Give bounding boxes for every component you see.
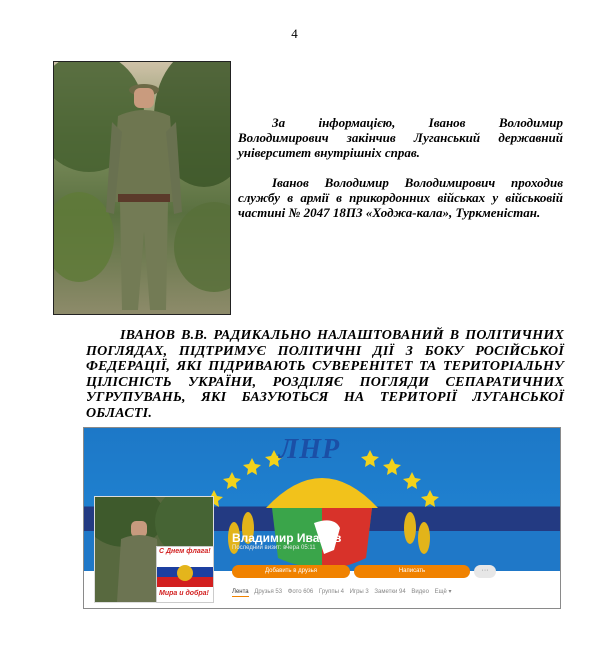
banner-title: ЛНР	[279, 434, 341, 465]
last-visit: Последний визит: вчера 05:11	[232, 545, 316, 551]
tab-feed[interactable]: Лента	[232, 589, 249, 595]
paragraph-education: За інформацією, Іванов Володимир Володимирович закінчив Луганський державний університет внутрішніх справ.	[238, 115, 563, 160]
profile-tabs	[232, 588, 456, 595]
paragraph-political-views: ІВАНОВ В.В. РАДИКАЛЬНО НАЛАШТОВАНИЙ В ПОЛІТИЧНИХ ПОГЛЯДАХ, ПІДТРИМУЄ ПОЛІТИЧНІ ДІЇ З БОКУ РОСІЙСЬКОЇ ФЕДЕРАЦІЇ, ЯКІ ПІДРИВАЮТЬ СУВЕРЕНІТЕТ ТА ТЕРИТОРІАЛЬНУ ЦІЛІСНІСТЬ УКРАЇНИ, РОЗДІЛЯЄ ПОГЛЯДИ СЕПАРАТИЧНИХ УГРУПУВАНЬ, ЯКІ БАЗУЮТЬСЯ НА ТЕРИТОРІЇ ЛУГАНСЬКОЇ ОБЛАСТІ.	[86, 328, 564, 421]
tab-photos[interactable]: Фото 606	[287, 589, 314, 595]
add-friend-button[interactable]: Добавить в друзья	[232, 565, 350, 578]
tab-groups[interactable]: Группы 4	[318, 589, 344, 595]
tab-notes[interactable]: Заметки 94	[374, 589, 406, 595]
write-message-button[interactable]: Написать	[354, 565, 470, 578]
tab-video[interactable]: Видео	[411, 589, 429, 595]
profile-name[interactable]: Владимир Иванов	[232, 531, 342, 545]
tab-friends[interactable]: Друзья 53	[254, 589, 283, 595]
tab-more[interactable]: Ещё ▾	[434, 589, 452, 595]
flag-greeting-top: С Днем флага!	[159, 548, 211, 555]
more-button[interactable]: ···	[474, 565, 496, 578]
page-number: 4	[291, 26, 298, 41]
flag-greeting-bottom: Мира и добра!	[159, 590, 209, 597]
social-profile-screenshot	[83, 427, 561, 609]
flag-day-picture	[156, 546, 214, 603]
paragraph-military-service: Іванов Володимир Володимирович проходив службу в армії в прикордонних військах у військовій частині № 2047 18ПЗ «Ходжа-кала», Туркменістан.	[238, 175, 563, 220]
soldier-figure	[104, 72, 184, 314]
soldier-photo	[53, 61, 231, 315]
tab-games[interactable]: Игры 3	[349, 589, 369, 595]
